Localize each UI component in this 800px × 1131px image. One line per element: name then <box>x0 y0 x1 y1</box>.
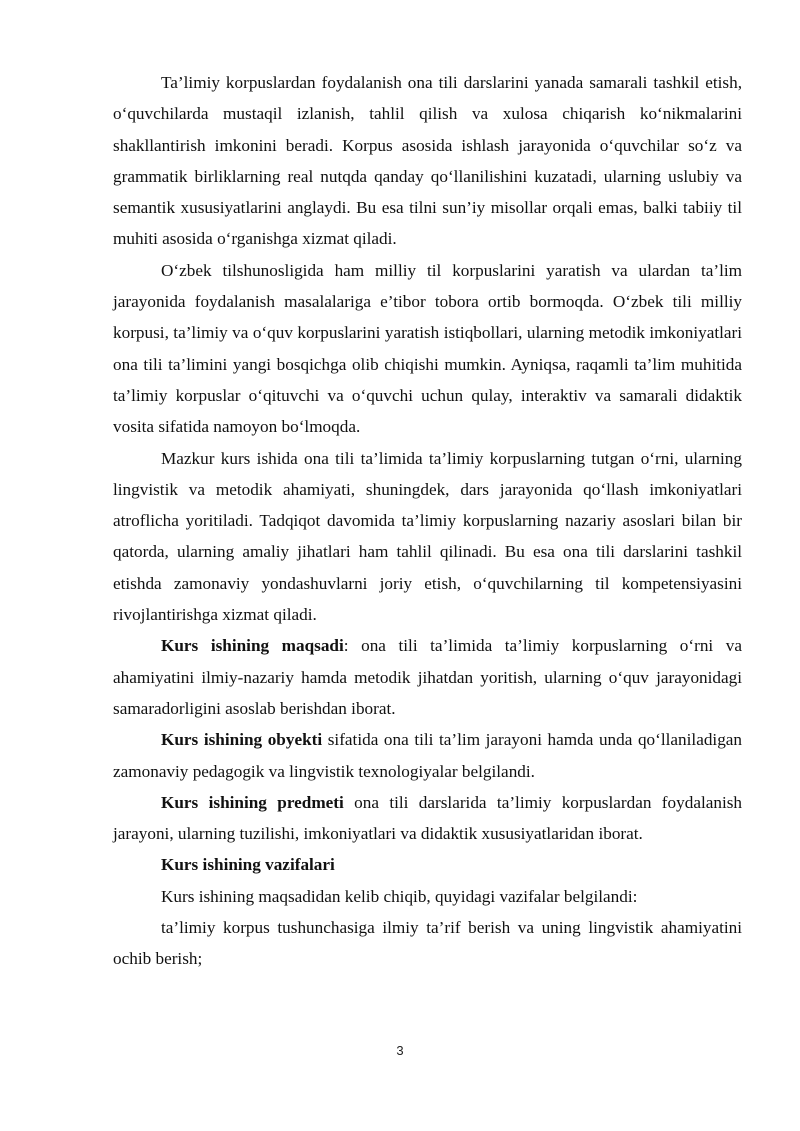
paragraph-course-tasks-heading <box>113 849 742 880</box>
paragraph-text: Mazkur kurs ishida ona tili ta’limida ta’limiy korpuslarning tutgan o‘rni, ularning lingvistik va metodik ahamiyati, shuningdek, dars jarayonida qo‘llash imkoniyatlari atroflicha yoritiladi. Tadqiqot davomida ta’limiy korpuslarning nazariy asoslari bilan bir qatorda, ularning amaliy jihatlari ham tahlil qilinadi. Bu esa ona tili darslarini tashkil etishda zamonaviy yondashuvlarni joriy etish, o‘quvchilarning til kompetensiyasini rivojlantirishga xizmat qiladi. <box>113 448 742 625</box>
page-number: 3 <box>396 1043 404 1058</box>
paragraph-course-goal <box>113 630 742 724</box>
paragraph-intro-corpora-benefits <box>113 67 742 255</box>
paragraph-course-subject <box>113 787 742 850</box>
paragraph-tasks-intro <box>113 881 742 912</box>
paragraph-text: O‘zbek tilshunosligida ham milliy til korpuslarini yaratish va ulardan ta’lim jarayonida foydalanish masalalariga e’tibor tobora ortib bormoqda. O‘zbek tili milliy korpusi, ta’limiy va o‘quv korpuslarini yaratish istiqbollari, ularning metodik imkoniyatlari ona tili ta’limini yangi bosqichga olib chiqishi mumkin. Ayniqsa, raqamli ta’lim muhitida ta’limiy korpuslar o‘qituvchi va o‘quvchi uchun qulay, interaktiv va samarali didaktik vosita sifatida namoyon bo‘lmoqda. <box>113 260 742 437</box>
paragraph-course-scope <box>113 443 742 631</box>
paragraph-uzbek-linguistics <box>113 255 742 443</box>
section-label-subject: Kurs ishining predmeti <box>161 792 344 812</box>
paragraph-course-object <box>113 724 742 787</box>
section-label-goal: Kurs ishining maqsadi <box>161 636 344 656</box>
paragraph-text: ona tili darslarida ta’limiy korpuslardan foydalanish jarayoni, ularning tuzilishi, imkoniyatlari va didaktik xususiyatlaridan iborat. <box>113 792 742 844</box>
section-label-tasks: Kurs ishining vazifalari <box>161 855 335 875</box>
section-label-object: Kurs ishining obyekti <box>161 730 323 750</box>
paragraph-text: sifatida ona tili ta’lim jarayoni hamda unda qo‘llaniladigan zamonaviy pedagogik va lingvistik texnologiyalar belgilandi. <box>113 730 743 781</box>
paragraph-text: Kurs ishining maqsadidan kelib chiqib, quyidagi vazifalar belgilandi: <box>161 886 638 906</box>
paragraph-text: : ona tili ta’limida ta’limiy korpuslarning o‘rni va ahamiyatini ilmiy-nazariy hamda metodik jihatdan yoritish, ularning o‘quv jarayonidagi samaradorligini asoslab berishdan iborat. <box>113 636 742 718</box>
document-page <box>113 67 742 975</box>
paragraph-text: Ta’limiy korpuslardan foydalanish ona tili darslarini yanada samarali tashkil etish, o‘quvchilarda mustaqil izlanish, tahlil qilish va xulosa chiqarish ko‘nikmalarini shakllantirish imkonini beradi. Korpus asosida ishlash jarayonida o‘quvchilar so‘z va grammatik birliklarning real nutqda qanday qo‘llanilishini kuzatadi, ularning uslubiy va semantik xususiyatlarini anglaydi. Bu esa tilni sun’iy misollar orqali emas, balki tabiiy til muhiti asosida o‘rganishga xizmat qiladi. <box>113 73 742 249</box>
paragraph-task-item <box>113 912 742 975</box>
paragraph-text: ta’limiy korpus tushunchasiga ilmiy ta’rif berish va uning lingvistik ahamiyatini ochib berish; <box>113 918 742 969</box>
